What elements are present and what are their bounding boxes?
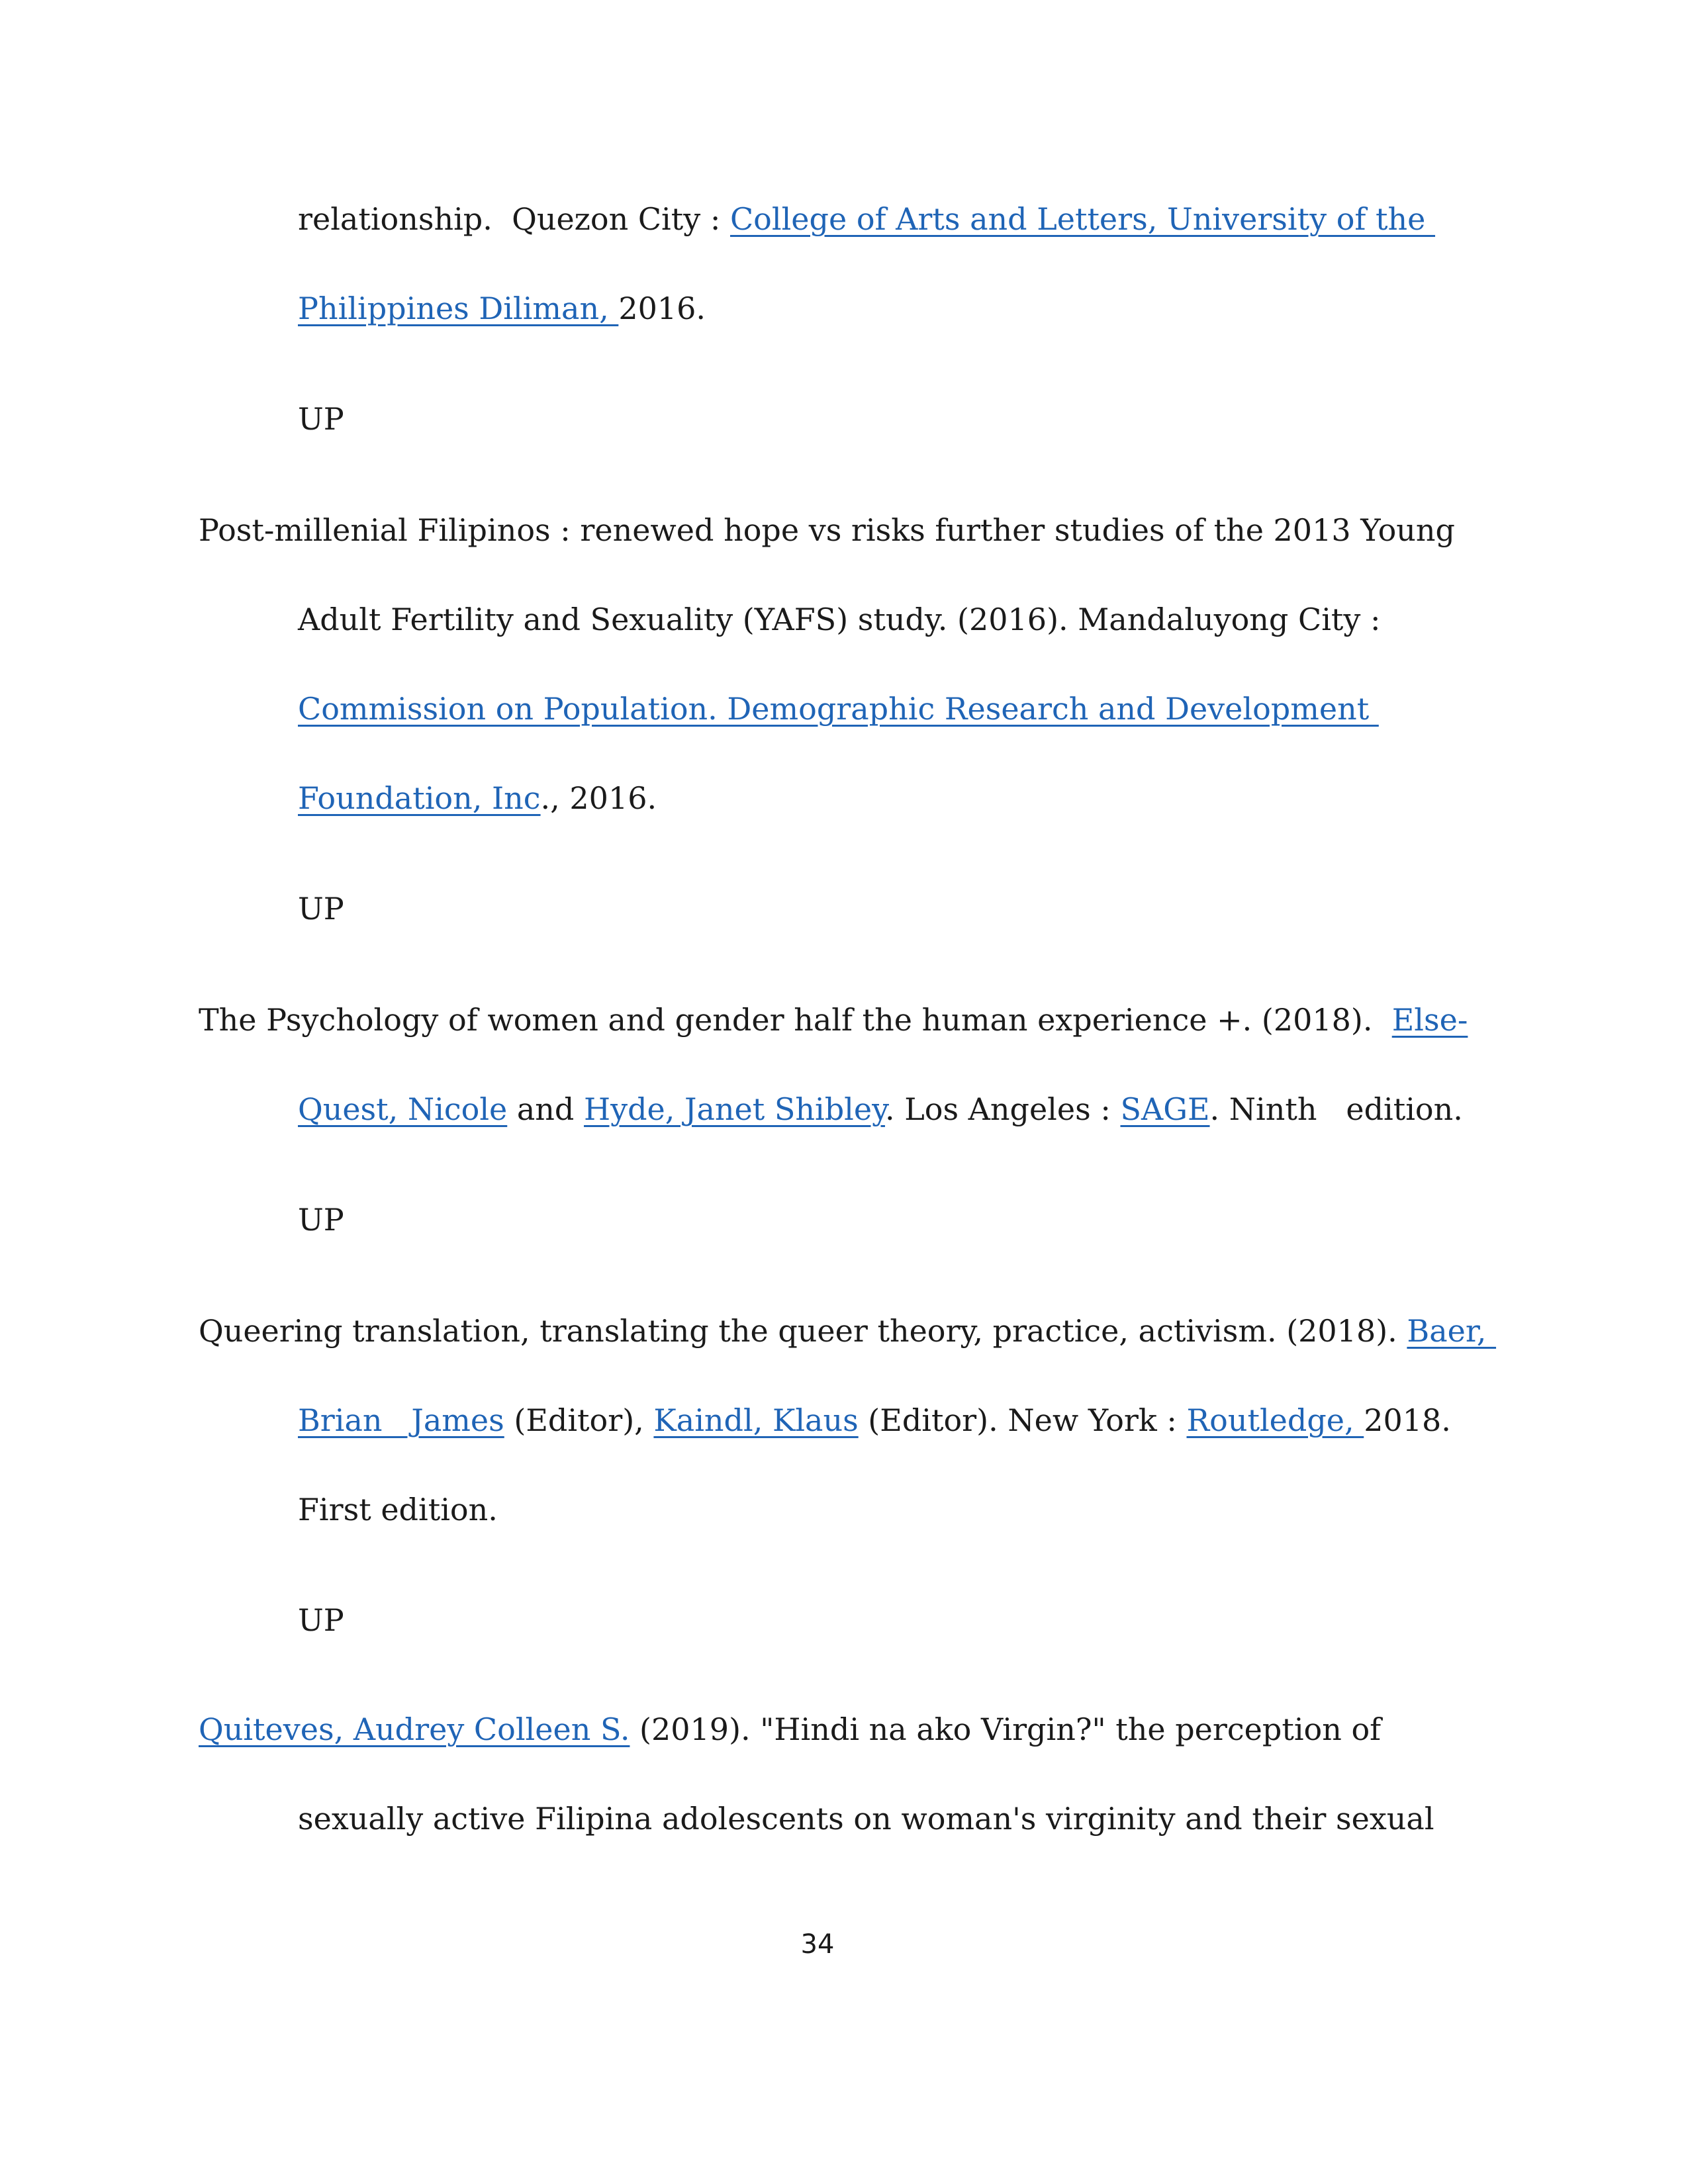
entry4-line1: Quiteves, Audrey Colleen S. (2019). "Hindi na ako Virgin?" the perception of (199, 1711, 1382, 1747)
entry1-line2: Adult Fertility and Sexuality (YAFS) study. (2016). Mandaluyong City : (298, 602, 1381, 637)
entry0-line2: Philippines Diliman, 2016. (199, 293, 706, 324)
author-link[interactable]: Kaindl, Klaus (653, 1402, 859, 1438)
publisher-link[interactable]: Routledge, (1186, 1402, 1364, 1438)
publisher-link[interactable]: Commission on Population. Demographic Research and Development (298, 691, 1379, 727)
entry3-line2: Brian James (Editor), Kaindl, Klaus (Editor). New York : Routledge, 2018. (199, 1405, 1451, 1435)
entry4-line2: sexually active Filipina adolescents on woman's virginity and their sexual (298, 1801, 1434, 1837)
author-link[interactable]: Baer, (1407, 1313, 1497, 1349)
entry0-location: UP (298, 401, 344, 437)
publisher-link[interactable]: SAGE (1120, 1091, 1210, 1127)
entry3-line3: First edition. (298, 1492, 498, 1527)
entry2-line1: The Psychology of women and gender half the human experience +. (2018). Else- (199, 1002, 1468, 1038)
entry2-location: UP (298, 1202, 344, 1238)
publisher-link-cont[interactable]: Foundation, Inc (298, 780, 541, 816)
publisher-link[interactable]: College of Arts and Letters, University of the (729, 201, 1436, 237)
author-link[interactable]: Else- (1391, 1002, 1468, 1038)
entry1-line4: Foundation, Inc., 2016. (199, 783, 657, 813)
entry3-line1: Queering translation, translating the queer theory, practice, activism. (2018). Baer, (199, 1313, 1497, 1349)
publisher-link-cont[interactable]: Philippines Diliman, (298, 291, 619, 326)
author-link-cont[interactable]: Brian James (298, 1402, 504, 1438)
author-link-cont[interactable]: Quest, Nicole (298, 1091, 508, 1127)
entry3-location: UP (298, 1602, 344, 1638)
author-link[interactable]: Quiteves, Audrey Colleen S. (199, 1711, 630, 1747)
entry1-location: UP (298, 891, 344, 927)
entry1-line1: Post-millenial Filipinos : renewed hope vs risks further studies of the 2013 Young (199, 512, 1455, 548)
entry0-line1: relationship. Quezon City : College of Arts and Letters, University of the (298, 201, 1436, 237)
page-number: 34 (800, 1929, 835, 1960)
author-link[interactable]: Hyde, Janet Shibley (584, 1091, 885, 1127)
entry1-line3 (298, 691, 1379, 727)
entry2-line2: Quest, Nicole and Hyde, Janet Shibley. Los Angeles : SAGE. Ninth edition. (199, 1094, 1463, 1124)
